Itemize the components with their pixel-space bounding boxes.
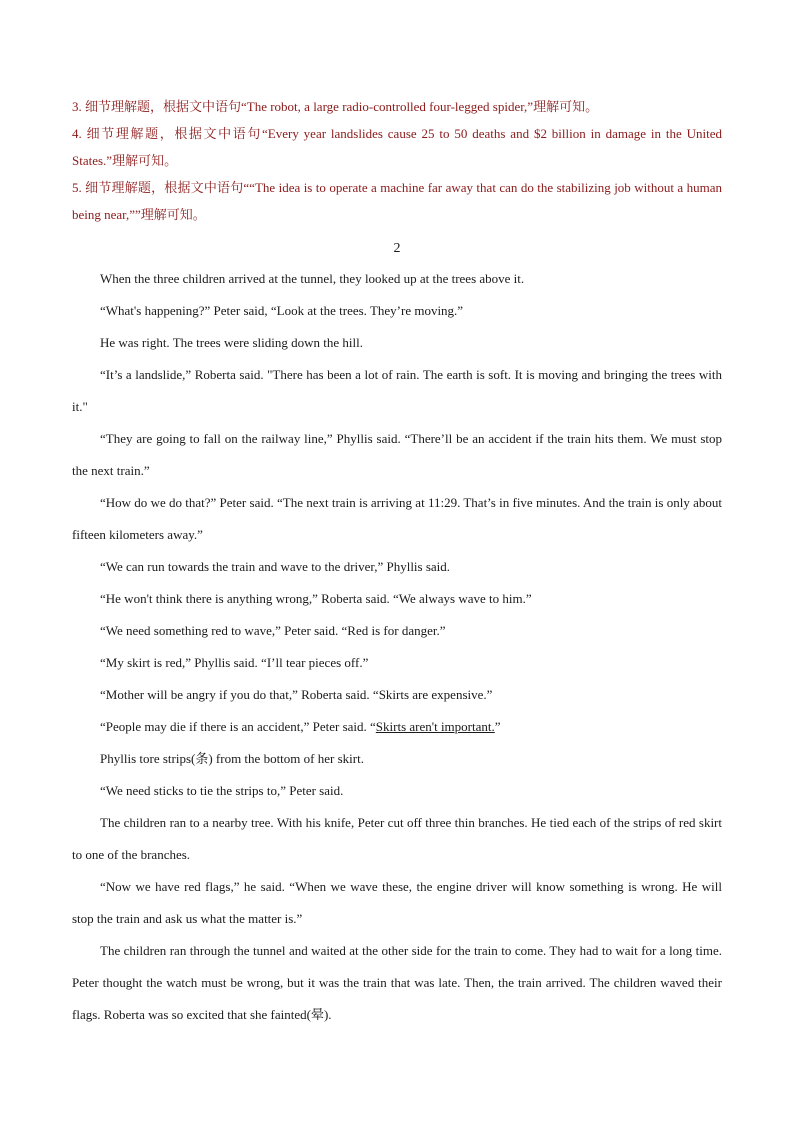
paragraph: He was right. The trees were sliding down the hill. bbox=[100, 335, 363, 350]
paragraph: “We need sticks to tie the strips to,” Peter said. bbox=[100, 783, 344, 798]
paragraph: The children ran through the tunnel and waited at the other side for the train to come. They had to wait for a long time. Peter thought the watch must be wrong, but it was the train that was late. Then, the train arrived. The children waved their flags. Roberta was so excited that she fainted(晕). bbox=[72, 943, 722, 1022]
section-number: 2 bbox=[393, 241, 401, 256]
paragraph: “It’s a landslide,” Roberta said. "There has been a lot of rain. The earth is soft. It is moving and bringing the trees with it." bbox=[72, 367, 722, 414]
answer-5: 5. 细节理解题，根据文中语句““The idea is to operate a machine far away that can do the stabilizing job without a human being near,””理解可知。 bbox=[72, 180, 722, 222]
paragraph: “How do we do that?” Peter said. “The next train is arriving at 11:29. That’s in five minutes. And the train is only about fifteen kilometers away.” bbox=[72, 495, 722, 542]
underlined-sentence: Skirts aren't important. bbox=[375, 719, 495, 734]
answer-3: 3. 细节理解题，根据文中语句“The robot, a large radio-controlled four-legged spider,”理解可知。 bbox=[72, 99, 599, 114]
dialogue-lead: “People may die if there is an accident,” Peter said. “ bbox=[100, 719, 376, 734]
paragraph: “Now we have red flags,” he said. “When we wave these, the engine driver will know something is wrong. He will stop the train and ask us what the matter is.” bbox=[72, 879, 722, 926]
answer-explanations bbox=[72, 93, 722, 228]
answer-4: 4. 细节理解题，根据文中语句“Every year landslides cause 25 to 50 deaths and $2 billion in damage in the United States.”理解可知。 bbox=[72, 126, 722, 168]
paragraph: Phyllis tore strips(条) from the bottom of her skirt. bbox=[100, 751, 364, 766]
paragraph: “My skirt is red,” Phyllis said. “I’ll tear pieces off.” bbox=[100, 655, 369, 670]
paragraph: “Mother will be angry if you do that,” Roberta said. “Skirts are expensive.” bbox=[100, 687, 493, 702]
paragraph bbox=[72, 711, 722, 743]
paragraph: The children ran to a nearby tree. With his knife, Peter cut off three thin branches. He tied each of the strips of red skirt to one of the branches. bbox=[72, 815, 722, 862]
paragraph: “We need something red to wave,” Peter said. “Red is for danger.” bbox=[100, 623, 446, 638]
paragraph: “What's happening?” Peter said, “Look at the trees. They’re moving.” bbox=[100, 303, 464, 318]
story-text bbox=[72, 263, 722, 1031]
paragraph: When the three children arrived at the tunnel, they looked up at the trees above it. bbox=[100, 271, 525, 286]
closing-quote: ” bbox=[494, 719, 501, 734]
paragraph: “He won't think there is anything wrong,” Roberta said. “We always wave to him.” bbox=[100, 591, 532, 606]
paragraph: “They are going to fall on the railway line,” Phyllis said. “There’ll be an accident if the train hits them. We must stop the next train.” bbox=[72, 431, 722, 478]
paragraph: “We can run towards the train and wave to the driver,” Phyllis said. bbox=[100, 559, 451, 574]
